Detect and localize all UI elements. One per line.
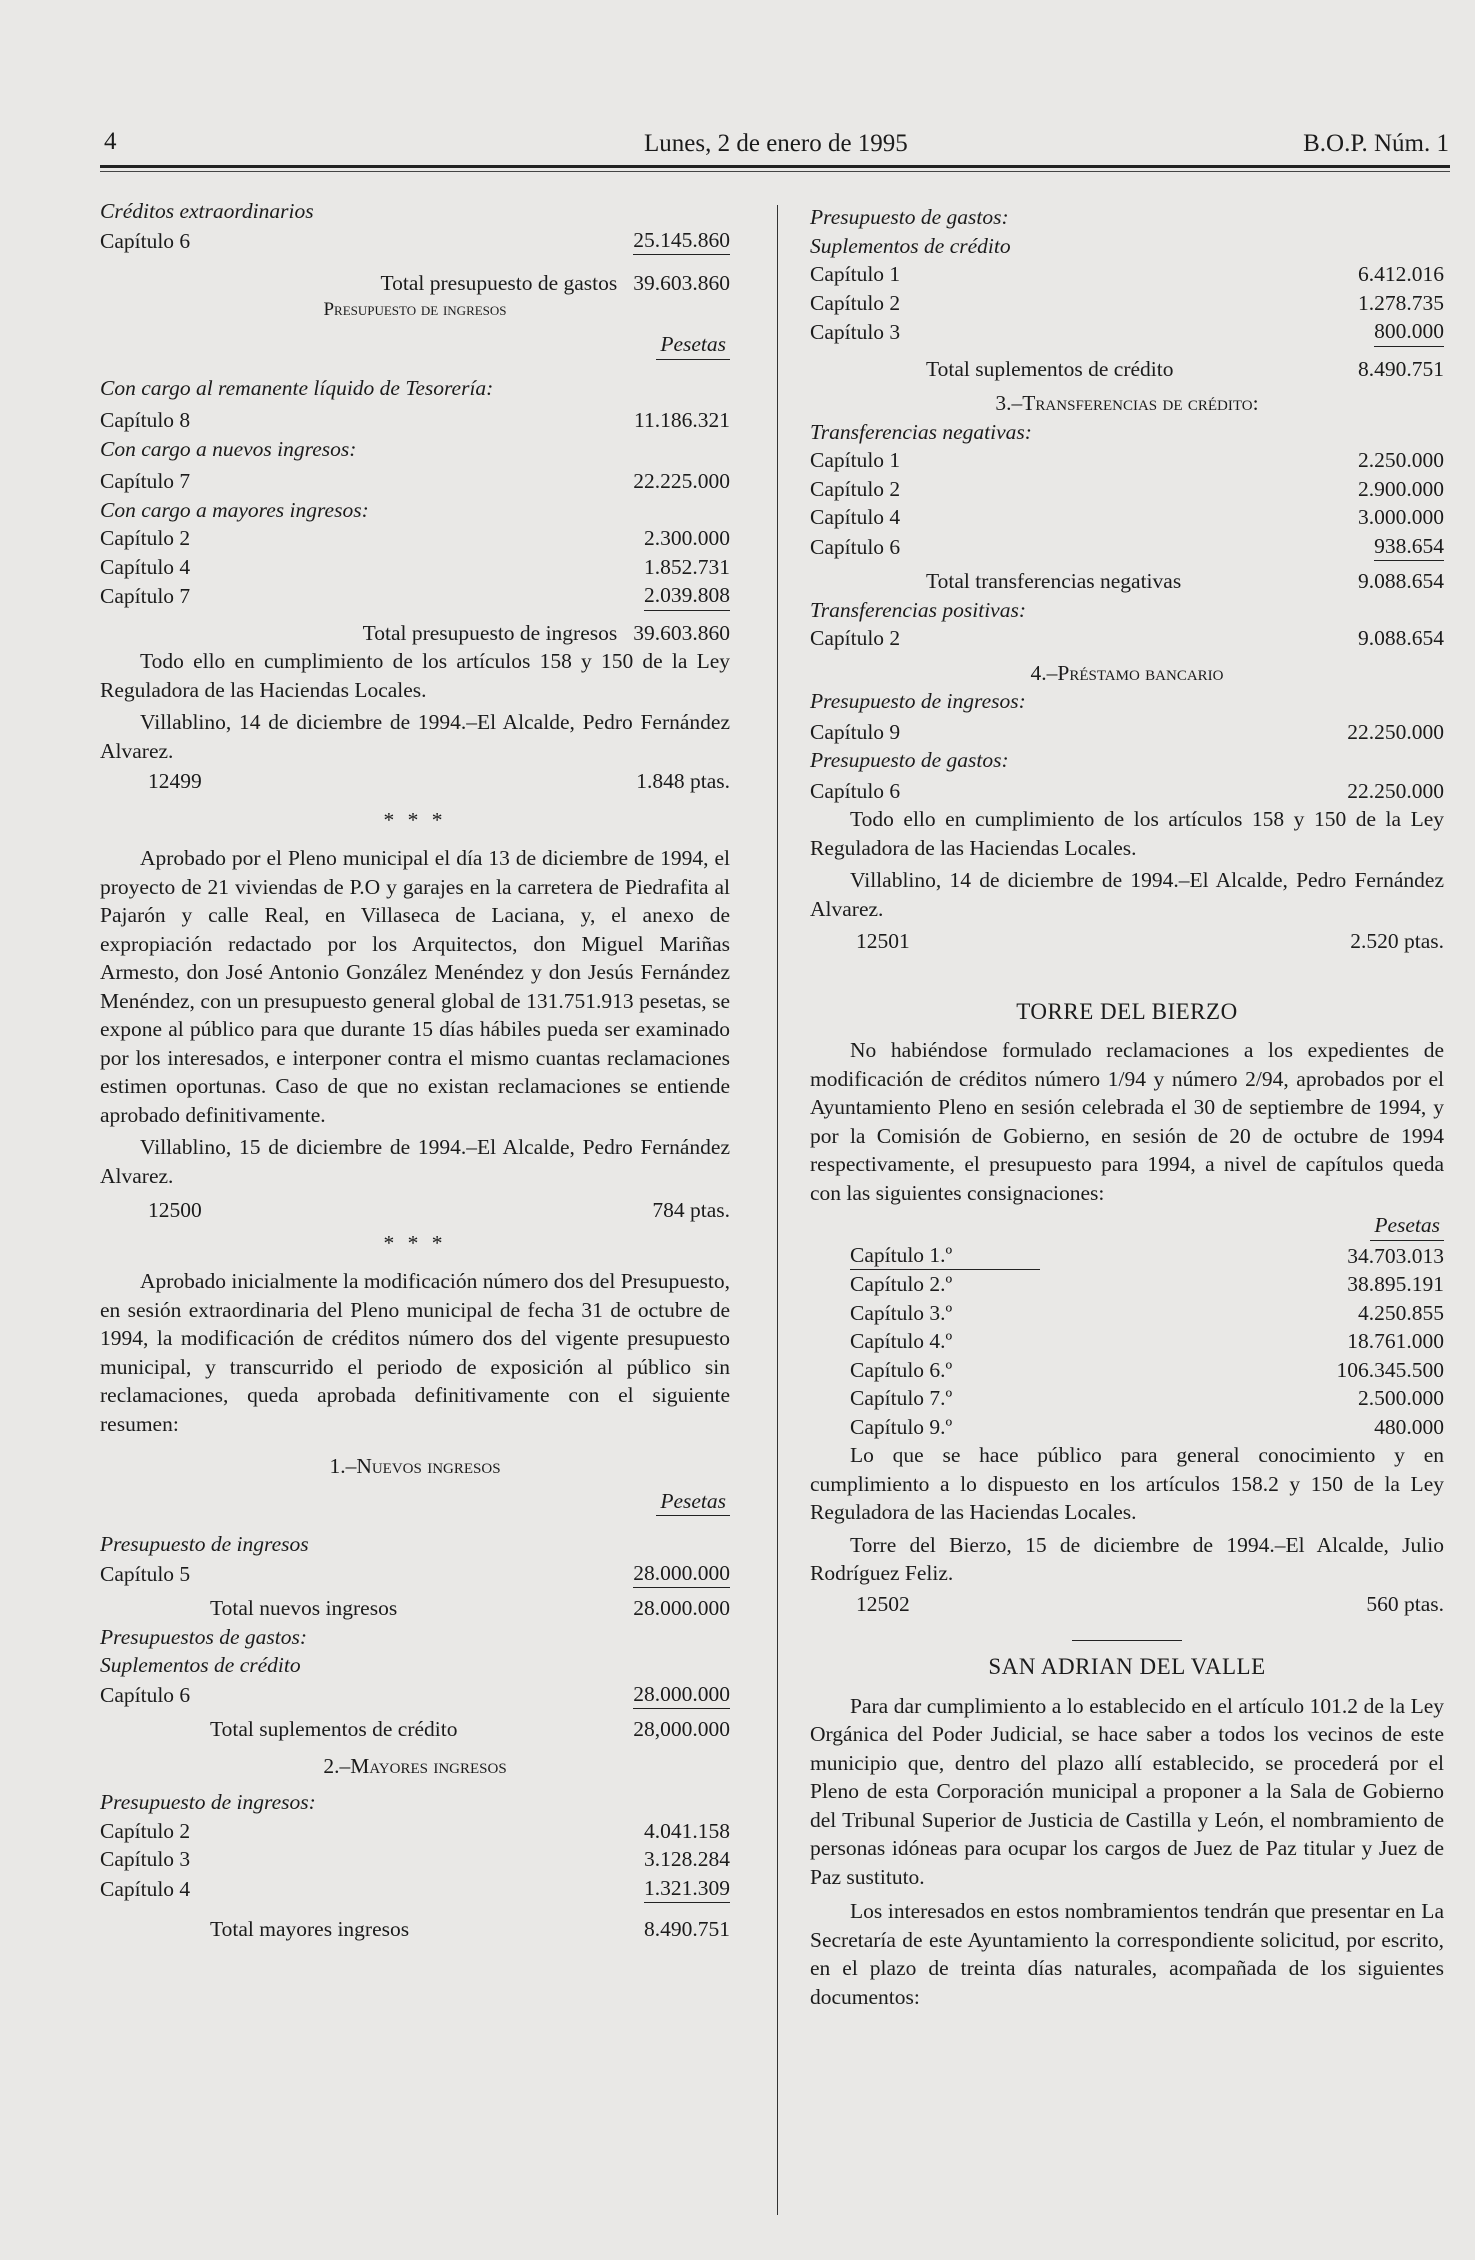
paragraph: Para dar cumplimiento a lo establecido en el artículo 101.2 de la Ley Orgánica del Poder Judicial, se hace saber a todos los vecinos de este municipio que, dentro del plazo allí establecido, se procederá por el Pleno de esta Corporación municipal a proponer a la Sala de Gobierno del Tribunal Superior de Justicia de Castilla y León, el nombramiento de personas idóneas para ocupar los cargos de Juez de Paz titular y Juez de Paz sustituto.	[810, 1693, 1444, 1889]
column-divider	[777, 205, 778, 2215]
table-row: Capítulo 4 3.000.000	[810, 505, 1444, 529]
paragraph: Lo que se hace público para general conocimiento y en cumplimiento a lo dispuesto en los artículos 158.2 y 150 de la Ley Reguladora de las Haciendas Locales.	[810, 1443, 1444, 1524]
table-row: Capítulo 4 1.321.309	[100, 1874, 730, 1904]
section-heading: 2.–Mayores ingresos	[323, 1753, 507, 1778]
total-row: Total presupuesto de gastos 39.603.860	[380, 271, 730, 295]
section-heading: 1.–Nuevos ingresos	[329, 1454, 501, 1478]
pesetas-heading: Pesetas	[100, 330, 730, 360]
table-row: Capítulo 1 2.250.000	[810, 448, 1444, 472]
table-row: Capítulo 4.º 18.761.000	[850, 1329, 1444, 1353]
section-separator	[1072, 1640, 1182, 1641]
table-row: Capítulo 1 6.412.016	[810, 262, 1444, 286]
total-row: Total suplementos de crédito 8.490.751	[926, 356, 1444, 381]
total-row: Total mayores ingresos 8.490.751	[210, 1917, 730, 1941]
paragraph: Todo ello en cumplimiento de los artículos 158 y 150 de la Ley Reguladora de las Haciendas Locales.	[810, 807, 1444, 860]
bulletin-number: B.O.P. Núm. 1	[1303, 130, 1449, 157]
section-title-torre: TORRE DEL BIERZO	[1016, 998, 1238, 1024]
page-number: 4	[104, 128, 117, 155]
table-row: Capítulo 6 28.000.000	[100, 1680, 730, 1710]
paragraph: Los interesados en estos nombramientos tendrán que presentar en La Secretaría de este Ayuntamiento la correspondiente solicitud, por escrito, en el plazo de treinta días naturales, acompañada de los siguientes documentos:	[810, 1899, 1444, 2009]
table-row: Capítulo 1.º 34.703.013	[850, 1241, 1444, 1271]
reference-row: 12502 560 ptas.	[856, 1591, 1444, 1616]
table-row: Capítulo 4 1.852.731	[100, 554, 730, 579]
creditos-extraordinarios: Créditos extraordinarios	[100, 199, 314, 223]
right-column: Presupuesto de gastos: Suplementos de crédito Capítulo 1 6.412.016 Capítulo 2 1.278.735 Capítulo 3 800.000 Total suplementos de crédito 8.490.751 3.–Transferencias de crédito: Transferencias negativas: Capítulo 1 2.250.000 Capítulo 2 2.900.000 Capítulo 4 3.000.000 Capítulo 6 938.654 Total transferencias negativas 9.088.654 Transferencias positivas: Capítulo 2 9.088.654 4.–Préstamo bancario Presupuesto de ingresos: Capítulo 9 22.250.000 Presupuesto de gastos: Capítulo 6 22.250.000 Todo ello en cumplimiento de los artículos 158 y 150 de la Ley Reguladora de las Haciendas Locales. Villablino, 14 de diciembre de 1994.–El Alcalde, Pedro Fernández Alvarez. 12501 2.520 ptas. TORRE DEL BIERZO No habiéndose formulado reclamaciones a los expedientes de modificación de créditos número 1/94 y número 2/94, aprobados por el Ayuntamiento Pleno en sesión celebrada el 30 de septiembre de 1994, y por la Comisión de Gobierno, en sesión de 20 de octubre de 1994 respectivamente, el presupuesto para 1994, a nivel de capítulos queda con las siguientes consignaciones: Pesetas Capítulo 1.º 34.703.013 Capítulo 2.º 38.895.191 Capítulo 3.º 4.250.855 Capítulo 4.º 18.761.000 Capítulo 6.º 106.345.500 Capítulo 7.º 2.500.000 Capítulo 9.º 480.000 Lo que se hace público para general conocimiento y en cumplimiento a lo dispuesto en los artículos 158.2 y 150 de la Ley Reguladora de las Haciendas Locales. Torre del Bierzo, 15 de diciembre de 1994.–El Alcalde, Julio Rodríguez Feliz. 12502 560 ptas. SAN ADRIAN DEL VALLE Para dar cumplimiento a lo establecido en el artículo 101.2 de la Ley Orgánica del Poder Judicial, se hace saber a todos los vecinos de este municipio que, dentro del plazo allí establecido, se procederá por el Pleno de esta Corporación municipal a proponer a la Sala de Gobierno del Tribunal Superior de Justicia de Castilla y León, el nombramiento de personas idóneas para ocupar los cargos de Juez de Paz titular y Juez de Paz sustituto. Los interesados en estos nombramientos tendrán que presentar en La Secretaría de este Ayuntamiento la correspondiente solicitud, por escrito, en el plazo de treinta días naturales, acompañada de los siguientes documentos:	[810, 203, 1444, 2011]
paragraph: No habiéndose formulado reclamaciones a los expedientes de modificación de créditos número 1/94 y número 2/94, aprobados por el Ayuntamiento Pleno en sesión celebrada el 30 de septiembre de 1994, y por la Comisión de Gobierno, en sesión de 20 de octubre de 1994 respectivamente, el presupuesto para 1994, a nivel de capítulos queda con las siguientes consignaciones:	[810, 1038, 1444, 1205]
section-title-san-adrian: SAN ADRIAN DEL VALLE	[988, 1654, 1266, 1679]
table-row: Capítulo 2 9.088.654	[810, 626, 1444, 650]
table-row: Capítulo 7 22.225.000	[100, 469, 730, 493]
left-column: Créditos extraordinarios Capítulo 6 25.145.860 Total presupuesto de gastos 39.603.860 Presupuesto de ingresos Pesetas Con cargo al remanente líquido de Tesorería: Capítulo 8 11.186.321 Con cargo a nuevos ingresos: Capítulo 7 22.225.000 Con cargo a mayores ingresos: Capítulo 2 2.300.000 Capítulo 4 1.852.731 Capítulo 7 2.039.808 Total presupuesto de ingresos 39.603.860 Todo ello en cumplimiento de los artículos 158 y 150 de la Ley Reguladora de las Haciendas Locales. Villablino, 14 de diciembre de 1994.–El Alcalde, Pedro Fernández Alvarez. 12499 1.848 ptas. * * * Aprobado por el Pleno municipal el día 13 de diciembre de 1994, el proyecto de 21 viviendas de P.O y garajes en la carretera de Piedrafita al Pajarón y calle Real, en Villaseca de Laciana, y, el anexo de expropiación redactado por los Arquitectos, don Miguel Mariñas Armesto, don José Antonio González Menéndez y don Jesús Fernández Menéndez, con un presupuesto general global de 131.751.913 pesetas, se expone al público para que durante 15 días hábiles pueda ser examinado por los interesados, e interponer contra el mismo cuantas reclamaciones estimen oportunas. Caso de que no existan reclamaciones se entiende aprobado definitivamente. Villablino, 15 de diciembre de 1994.–El Alcalde, Pedro Fernández Alvarez. 12500 784 ptas. * * * Aprobado inicialmente la modificación número dos del Presupuesto, en sesión extraordinaria del Pleno municipal de fecha 31 de octubre de 1994, la modificación de créditos número dos del vigente presupuesto municipal, y transcurrido el periodo de exposición al público sin reclamaciones, queda aprobada definitivamente con el siguiente resumen: 1.–Nuevos ingresos Pesetas Presupuesto de ingresos Capítulo 5 28.000.000 Total nuevos ingresos 28.000.000 Presupuestos de gastos: Suplementos de crédito Capítulo 6 28.000.000 Total suplementos de crédito 28,000.000 2.–Mayores ingresos Presupuesto de ingresos: Capítulo 2 4.041.158 Capítulo 3 3.128.284 Capítulo 4 1.321.309 Total mayores ingresos 8.490.751	[100, 197, 730, 1944]
table-row: Capítulo 2 4.041.158	[100, 1818, 730, 1843]
signature: Villablino, 14 de diciembre de 1994.–El Alcalde, Pedro Fernández Alvarez.	[810, 868, 1444, 921]
table-row: Capítulo 3 800.000	[810, 317, 1444, 347]
total-row: Total suplementos de crédito 28,000.000	[210, 1717, 730, 1741]
table-row: Capítulo 2 2.300.000	[100, 526, 730, 550]
table-row: Capítulo 6.º 106.345.500	[850, 1357, 1444, 1382]
paragraph: Aprobado por el Pleno municipal el día 13 de diciembre de 1994, el proyecto de 21 viviendas de P.O y garajes en la carretera de Piedrafita al Pajarón y calle Real, en Villaseca de Laciana, y, el anexo de expropiación redactado por los Arquitectos, don Miguel Mariñas Armesto, don José Antonio González Menéndez y don Jesús Fernández Menéndez, con un presupuesto general global de 131.751.913 pesetas, se expone al público para que durante 15 días hábiles pueda ser examinado por los interesados, e interponer contra el mismo cuantas reclamaciones estimen oportunas. Caso de que no existan reclamaciones se entiende aprobado definitivamente.	[100, 846, 730, 1127]
reference-row: 12501 2.520 ptas.	[856, 929, 1444, 953]
signature: Torre del Bierzo, 15 de diciembre de 1994.–El Alcalde, Julio Rodríguez Feliz.	[810, 1532, 1444, 1585]
paragraph: Todo ello en cumplimiento de los artículos 158 y 150 de la Ley Reguladora de las Haciendas Locales.	[100, 649, 730, 702]
table-row: Capítulo 2 1.278.735	[810, 290, 1444, 315]
paragraph: Aprobado inicialmente la modificación número dos del Presupuesto, en sesión extraordinaria del Pleno municipal de fecha 31 de octubre de 1994, la modificación de créditos número dos del vigente presupuesto municipal, y transcurrido el periodo de exposición al público sin reclamaciones, queda aprobada definitivamente con el siguiente resumen:	[100, 1269, 730, 1436]
total-row: Total presupuesto de ingresos 39.603.860	[362, 620, 730, 645]
table-row: Capítulo 3.º 4.250.855	[850, 1300, 1444, 1325]
section-heading: 4.–Préstamo bancario	[1030, 660, 1224, 685]
header-date: Lunes, 2 de enero de 1995	[644, 130, 908, 157]
table-row: Capítulo 2 2.900.000	[810, 476, 1444, 501]
table-row: Capítulo 5 28.000.000	[100, 1559, 730, 1589]
separator-stars: * * *	[383, 807, 447, 832]
table-row: Capítulo 3 3.128.284	[100, 1847, 730, 1871]
table-row: Capítulo 6 25.145.860	[100, 226, 730, 256]
pesetas-heading: Pesetas	[810, 1211, 1444, 1241]
table-row: Capítulo 8 11.186.321	[100, 408, 730, 432]
table-row: Capítulo 6 938.654	[810, 532, 1444, 562]
reference-row: 12500 784 ptas.	[148, 1198, 730, 1222]
reference-row: 12499 1.848 ptas.	[148, 769, 730, 793]
table-row: Capítulo 7.º 2.500.000	[850, 1386, 1444, 1410]
separator-stars: * * *	[383, 1230, 447, 1255]
section-heading: 3.–Transferencias de crédito:	[995, 391, 1259, 415]
table-row: Capítulo 6 22.250.000	[810, 778, 1444, 803]
table-row: Capítulo 9.º 480.000	[850, 1414, 1444, 1439]
header-rule	[100, 165, 1450, 168]
total-row: Total nuevos ingresos 28.000.000	[210, 1596, 730, 1620]
total-row: Total transferencias negativas 9.088.654	[926, 569, 1444, 593]
table-row: Capítulo 2.º 38.895.191	[850, 1272, 1444, 1296]
table-row: Capítulo 9 22.250.000	[810, 719, 1444, 744]
signature: Villablino, 15 de diciembre de 1994.–El Alcalde, Pedro Fernández Alvarez.	[100, 1135, 730, 1188]
page-header	[104, 128, 1449, 168]
section-heading: Presupuesto de ingresos	[323, 298, 507, 320]
signature: Villablino, 14 de diciembre de 1994.–El Alcalde, Pedro Fernández Alvarez.	[100, 710, 730, 763]
table-row: Capítulo 7 2.039.808	[100, 581, 730, 611]
header-rule-thin	[100, 171, 1450, 172]
pesetas-heading: Pesetas	[100, 1487, 730, 1517]
